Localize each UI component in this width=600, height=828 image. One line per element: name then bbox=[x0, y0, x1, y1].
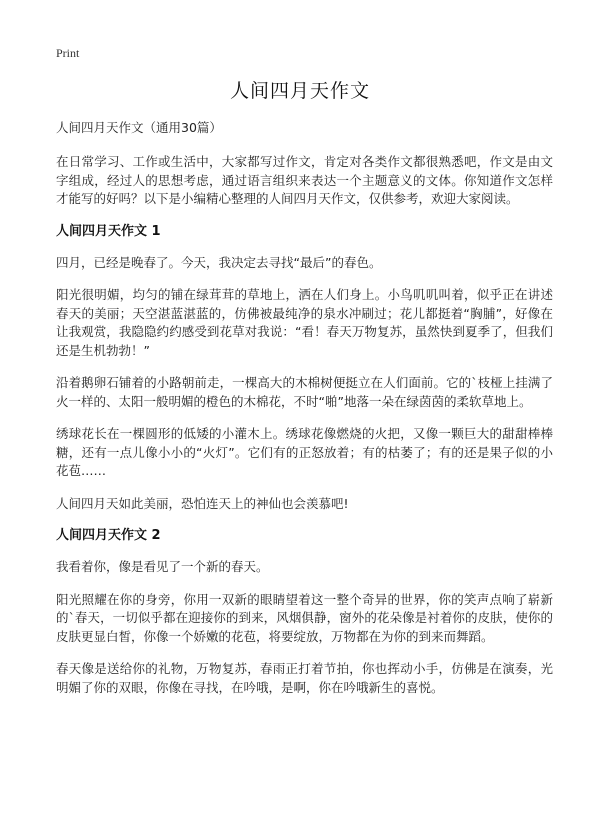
document-body bbox=[56, 119, 553, 711]
section-1-paragraph: 四月，已经是晚春了。今天，我决定去寻找“最后”的春色。 bbox=[56, 254, 382, 270]
section-1-paragraph: 阳光很明媚，均匀的铺在绿茸茸的草地上，洒在人们身上。小鸟叽叽叫着，似乎正在讲述春天的美丽；天空湛蓝湛蓝的，仿佛被最纯净的泉水冲刷过；花儿都挺着“胸脯”，好像在让我观赏，我隐隐约约感受到花草对我说：“看！春天万物复苏，虽然快到夏季了，但我们还是生机勃勃！” bbox=[56, 287, 553, 358]
print-link[interactable]: Print bbox=[56, 46, 80, 60]
section-1-heading: 人间四月天作文 1 bbox=[56, 223, 161, 239]
section-2-heading: 人间四月天作文 2 bbox=[56, 528, 161, 543]
section-2-paragraph: 春天像是送给你的礼物，万物复苏，春雨正打着节拍，你也挥动小手，仿佛是在演奏，光明媚了你的双眼，你像在寻找，在吟哦，是啊，你在吟哦新生的喜悦。 bbox=[56, 661, 553, 695]
section-1-paragraph: 人间四月天如此美丽，恐怕连天上的神仙也会羡慕吧! bbox=[56, 495, 349, 511]
intro-paragraph: 在日常学习、工作或生活中，大家都写过作文，肯定对各类作文都很熟悉吧，作文是由文字组成，经过人的思想考虑，通过语言组织来表达一个主题意义的文体。你知道作文怎样才能写的好吗？以下是小编精心整理的人间四月天作文，仅供参考，欢迎大家阅读。 bbox=[56, 154, 553, 206]
section-2-paragraph: 阳光照耀在你的身旁，你用一双新的眼睛望着这一整个奇异的世界，你的笑声点响了崭新的`春天，一切似乎都在迎接你的到来，风烟俱静，窗外的花朵像是衬着你的皮肤，使你的皮肤更显白皙，你像一个娇嫩的花苞，将要绽放，万物都在为你的到来而舞蹈。 bbox=[56, 591, 553, 644]
page-title: 人间四月天作文 bbox=[229, 80, 370, 102]
document-subtitle: 人间四月天作文（通用30篇） bbox=[56, 120, 222, 135]
section-1-paragraph: 绣球花长在一棵圆形的低矮的小灌木上。绣球花像燃烧的火把，又像一颗巨大的甜甜棒棒糖，还有一点儿像小小的“火灯”。它们有的正怒放着；有的枯萎了；有的还是果子似的小花苞…… bbox=[56, 426, 553, 478]
section-2-paragraph: 我看着你，像是看见了一个新的春天。 bbox=[56, 559, 269, 574]
section-1-paragraph: 沿着鹅卵石铺着的小路朝前走，一棵高大的木棉树便挺立在人们面前。它的`枝桠上挂满了火一样的、太阳一般明媚的橙色的木棉花，不时“啪”地落一朵在绿茵茵的柔软草地上。 bbox=[56, 375, 553, 409]
